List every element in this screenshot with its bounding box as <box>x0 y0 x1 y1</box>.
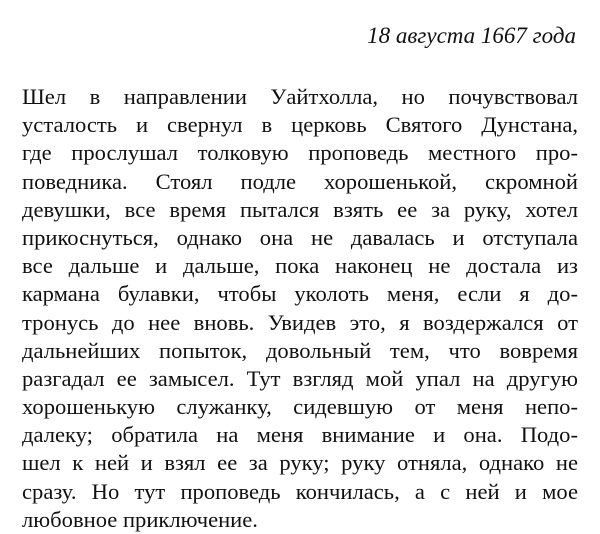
diary-paragraph <box>22 83 578 534</box>
text-line: дальнейших попыток, довольный тем, что вовремя <box>22 337 578 363</box>
text-line: далеку; обратила на меня внимание и она. Подо- <box>22 422 578 448</box>
text-line: поведника. Стоял подле хорошенькой, скромной <box>22 168 578 194</box>
text-line: кармана булавки, чтобы уколоть меня, если я до- <box>22 281 578 307</box>
text-line: сразу. Но тут проповедь кончилась, а с ней и мое <box>22 478 578 504</box>
text-line: девушки, все время пытался взять ее за руку, хотел <box>22 196 578 222</box>
text-line: любовное приключение. <box>22 506 258 532</box>
text-line: где прослушал толковую проповедь местного про- <box>22 140 578 166</box>
text-line: шел к ней и взял ее за руку; руку отняла, однако не <box>22 450 578 476</box>
date-heading: 18 августа 1667 года <box>367 23 576 48</box>
text-line: Шел в направлении Уайтхолла, но почувствовал <box>22 84 578 109</box>
text-line: прикоснуться, однако она не давалась и отступала <box>22 224 578 250</box>
text-line: усталость и свернул в церковь Святого Дунстана, <box>22 112 578 138</box>
text-line: хорошенькую служанку, сидевшую от меня непо- <box>22 394 578 420</box>
text-line: тронусь до нее вновь. Увидев это, я воздержался от <box>22 309 578 335</box>
text-line: разгадал ее замысел. Тут взгляд мой упал на другую <box>22 365 578 391</box>
text-line: все дальше и дальше, пока наконец не достала из <box>22 253 578 279</box>
